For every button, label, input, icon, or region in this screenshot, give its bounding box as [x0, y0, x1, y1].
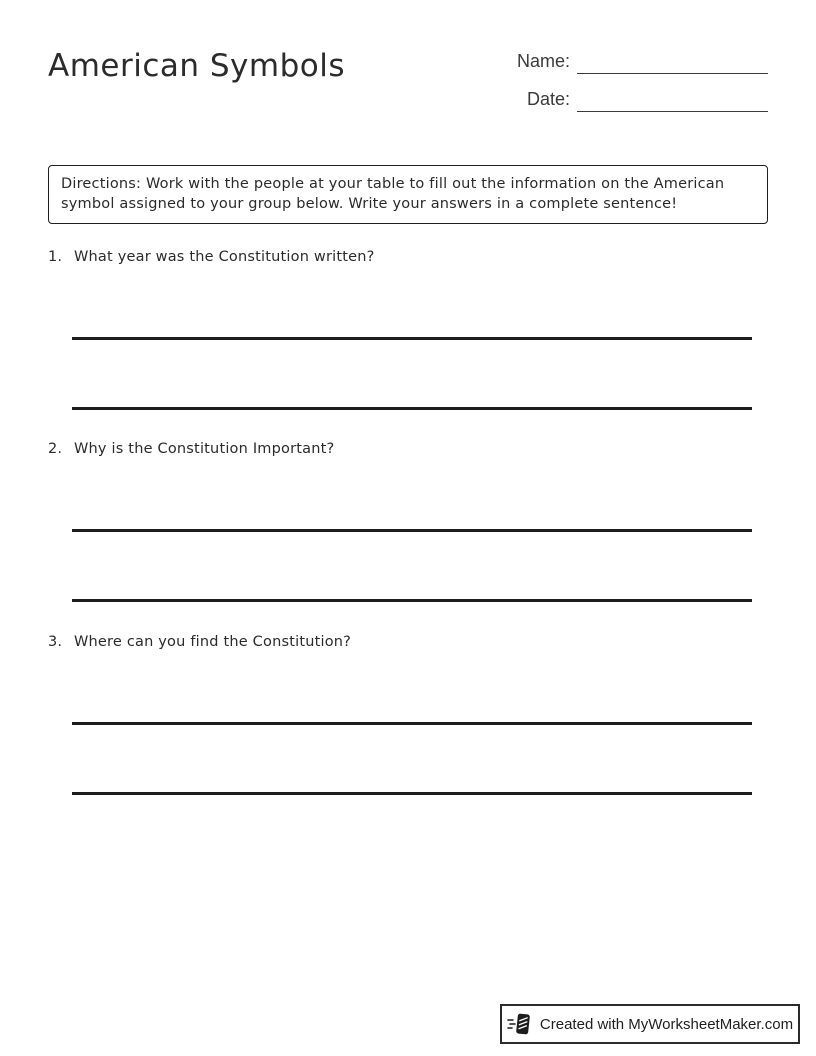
worksheet-maker-credit-badge[interactable]: [500, 1004, 800, 1044]
answer-line: [72, 337, 752, 340]
question-text: Why is the Constitution Important?: [74, 441, 335, 457]
name-blank-line: [577, 50, 768, 74]
name-label: Name:: [516, 51, 570, 71]
date-blank-line: [577, 88, 768, 112]
answer-line: [72, 407, 752, 410]
question-text: What year was the Constitution written?: [74, 249, 375, 265]
question-row: [48, 441, 768, 457]
question-text: Where can you find the Constitution?: [74, 634, 352, 650]
worksheet-maker-logo-icon: [507, 1011, 533, 1037]
question-number: 3.: [48, 634, 63, 650]
name-row: [498, 50, 768, 74]
date-row: [498, 88, 768, 112]
name-date-block: [498, 50, 768, 112]
question-row: [48, 249, 768, 265]
answer-line: [72, 792, 752, 795]
question-block-2: [48, 441, 768, 611]
directions-box: [48, 165, 768, 224]
date-label: Date:: [526, 89, 570, 109]
question-block-1: [48, 249, 768, 419]
question-number: 2.: [48, 441, 63, 457]
answer-line: [72, 599, 752, 602]
credit-text: Created with MyWorksheetMaker.com: [539, 1015, 794, 1033]
question-number: 1.: [48, 249, 63, 265]
answer-line: [72, 529, 752, 532]
page-title: American Symbols: [48, 48, 346, 84]
answer-line: [72, 722, 752, 725]
question-block-3: [48, 634, 768, 804]
directions-text: Directions: Work with the people at your table to fill out the information on the American symbol assigned to your group below. Write your answers in a complete sentence!: [61, 176, 725, 212]
question-row: [48, 634, 768, 650]
